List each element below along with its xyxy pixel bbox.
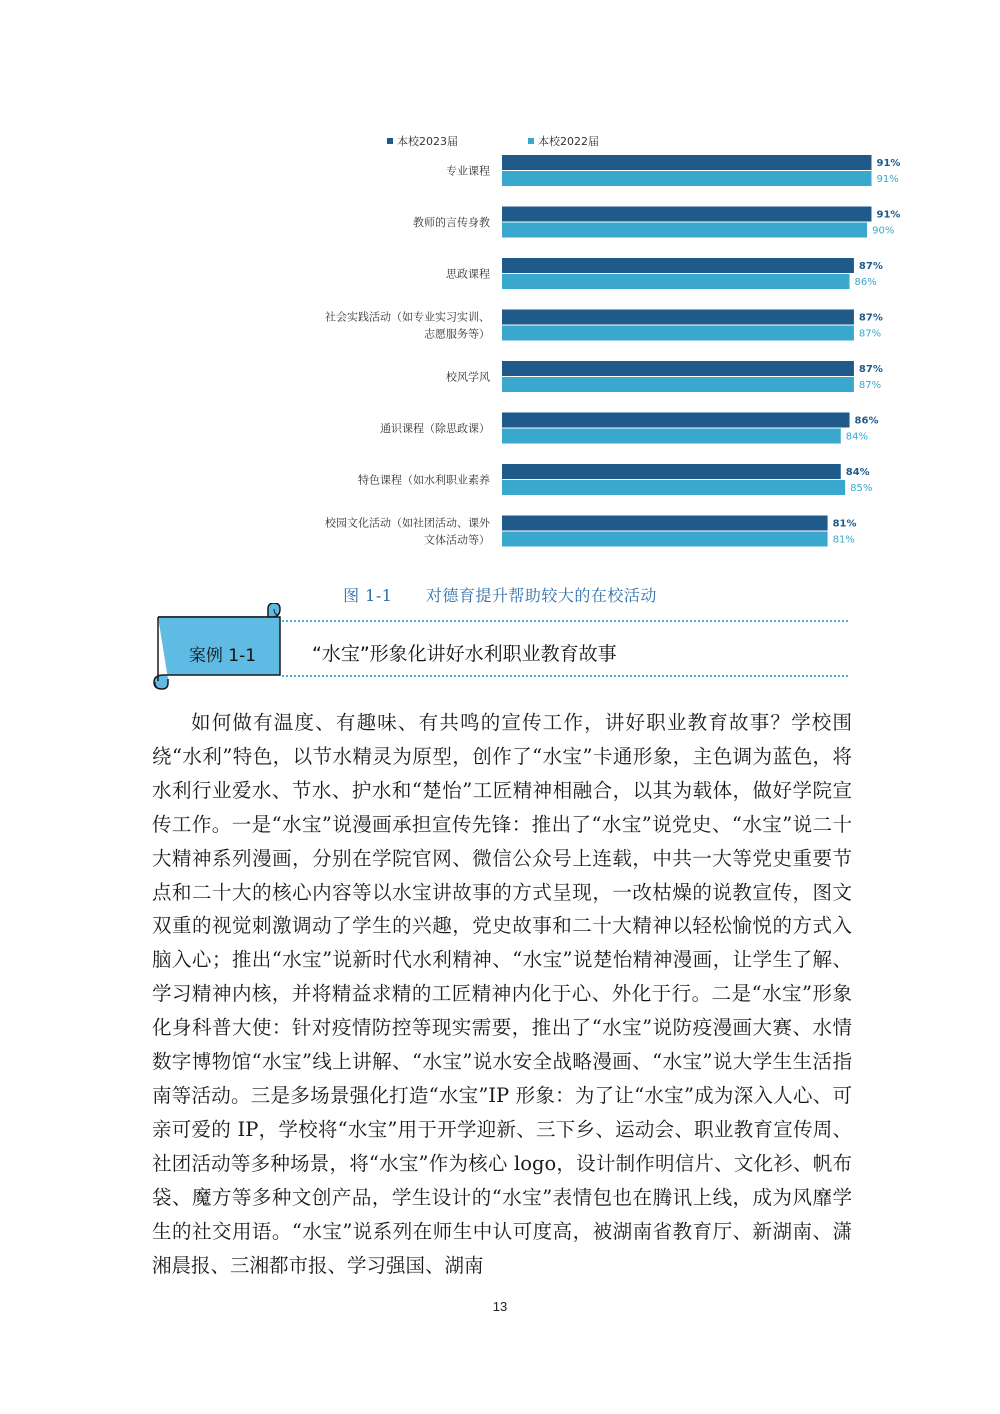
data-label: 86% [854,277,877,288]
bar-2022 [502,274,850,289]
case-banner [150,603,850,693]
bar-2022 [502,377,854,392]
figure-caption: 图 1-1 对德育提升帮助较大的在校活动 [343,586,657,605]
bar-2023 [502,361,854,376]
case-divider-bottom [282,675,848,677]
legend-label: 本校2023届 [397,135,458,148]
category-label: 校园文化活动（如社团活动、课外 [325,516,490,530]
bar-2023 [502,464,841,479]
bar-2022 [502,480,845,495]
data-label: 91% [876,158,901,169]
legend-label: 本校2022届 [538,135,599,148]
data-label: 87% [858,328,882,340]
bar-2022 [502,326,854,341]
bar-2022 [502,532,828,547]
data-label: 81% [832,518,857,530]
case-title: “水宝”形象化讲好水利职业教育故事 [312,643,617,665]
data-label: 87% [858,364,883,375]
data-label: 87% [858,312,883,324]
data-label: 84% [845,467,870,478]
case-divider-top [282,620,848,622]
bar-2023 [502,155,871,170]
data-label: 85% [850,483,873,494]
category-label: 教师的言传身教 [413,216,490,229]
data-label: 90% [872,225,895,237]
bar-2022 [502,171,871,186]
data-label: 87% [858,380,882,391]
bar-2023 [502,516,828,531]
data-label: 87% [858,261,883,272]
bar-2022 [502,429,841,444]
bar-2023 [502,258,854,273]
page-number: 13 [492,1299,508,1314]
category-label: 专业课程 [446,164,490,178]
category-label: 志愿服务等） [424,327,490,341]
legend-swatch [528,138,534,144]
bar-2023 [502,413,850,428]
category-label: 通识课程（除思政课） [380,422,490,435]
case-label: 案例 1-1 [188,646,257,666]
category-label: 思政课程 [446,267,490,281]
category-label: 社会实践活动（如专业实习实训、 [325,310,490,324]
bar-2023 [502,207,871,222]
bar-2022 [502,223,867,238]
bar-chart [280,128,901,558]
category-label: 校风学风 [446,370,490,384]
data-label: 91% [876,209,901,221]
category-label: 文体活动等） [424,533,490,547]
data-label: 86% [854,415,879,427]
category-label: 特色课程（如水利职业素养 [358,473,490,487]
legend-swatch [387,138,393,144]
body-text [152,706,852,1282]
data-label: 81% [832,534,855,546]
body-paragraph: 如何做有温度、有趣味、有共鸣的宣传工作，讲好职业教育故事？学校围绕“水利”特色，以节水精灵为原型，创作了“水宝”卡通形象，主色调为蓝色，将水利行业爱水、节水、护水和“楚怡”工匠精神相融合，以其为载体，做好学院宣传工作。一是“水宝”说漫画承担宣传先锋：推出了“水宝”说党史、“水宝”说二十大精神系列漫画，分别在学院官网、微信公众号上连载，中共一大等党史重要节点和二十大的核心内容等以水宝讲故事的方式呈现，一改枯燥的说教宣传，图文双重的视觉刺激调动了学生的兴趣，党史故事和二十大精神以轻松愉悦的方式入脑入心；推出“水宝”说新时代水利精神、“水宝”说楚怡精神漫画，让学生了解、学习精神内核，并将精益求精的工匠精神内化于心、外化于行。二是“水宝”形象化身科普大使：针对疫情防控等现实需要，推出了“水宝”说防疫漫画大赛、水情数字博物馆“水宝”线上讲解、“水宝”说水安全战略漫画、“水宝”说大学生生活指南等活动。三是多场景强化打造“水宝”IP 形象：为了让“水宝”成为深入人心、可亲可爱的 IP，学校将“水宝”用于开学迎新、三下乡、运动会、职业教育宣传周、社团活动等多种场景，将“水宝”作为核心 logo，设计制作明信片、文化衫、帆布袋、魔方等多种文创产品，学生设计的“水宝”表情包也在腾讯上线，成为风靡学生的社交用语。“水宝”说系列在师生中认可度高，被湖南省教育厅、新湖南、潇湘晨报、三湘都市报、学习强国、湖南 [152,711,852,1277]
data-label: 84% [845,431,868,443]
data-label: 91% [876,174,899,185]
bar-2023 [502,310,854,325]
